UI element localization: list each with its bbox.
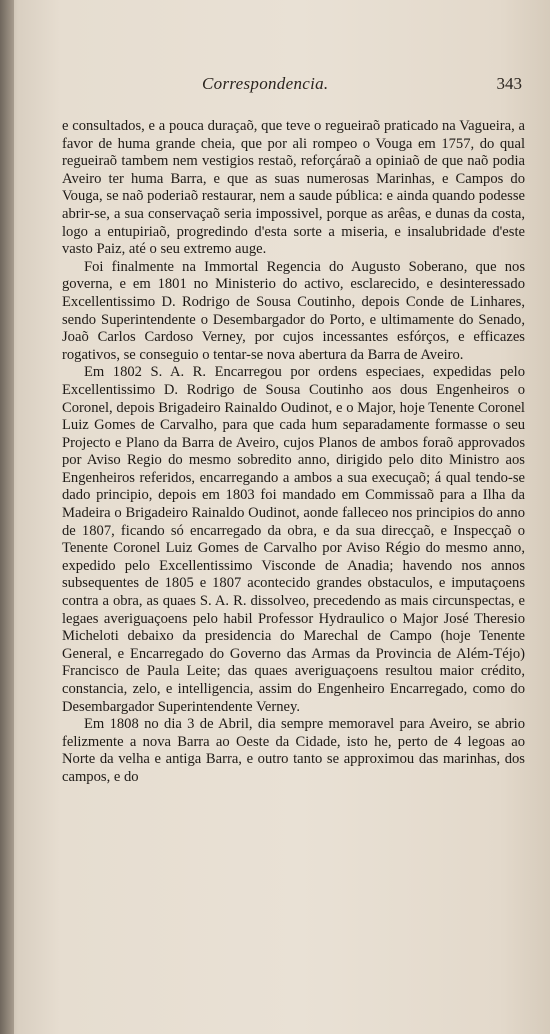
paragraph-2: Foi finalmente na Immortal Regencia do Augusto Soberano, que nos governa, e em 1801 no Ministerio do activo, esclarecido, e desinteressado Excellentissimo D. Rodrigo de Sousa Coutinho, depois Conde de Linhares, sendo Superintendente o Desembargador do Porto, e ultimamente do Senado, Joaõ Carlos Cardoso Verney, por cujos incessantes esfórços, e efficazes rogativos, se conseguio o tentar-se nova abertura da Barra de Aveiro. [62, 258, 525, 363]
page-header [62, 74, 522, 100]
page-number: 343 [496, 74, 522, 93]
paragraph-1: e consultados, e a pouca duraçaõ, que teve o regueiraõ praticado na Vagueira, a favor de huma grande cheia, que por ali rompeo o Vouga em 1757, do qual regueiraõ tambem nem vestigios restaõ, reforçáraõ a opiniaõ de que naõ podia Aveiro ter huma Barra, e que as suas numerosas Marinhas, e Campos do Vouga, se naõ poderiaõ restaurar, nem a saude pública: e ainda quando podesse abrir-se, a sua conservaçaõ seria impossivel, porque as arêas, e dunas da costa, logo a entupiriaõ, progredindo d'esta sorte a miseria, e insalubridade d'este vasto Paiz, até o seu extremo auge. [62, 118, 525, 258]
running-head: Correspondencia. [202, 74, 329, 93]
page-gutter [0, 0, 14, 1034]
paragraph-4: Em 1808 no dia 3 de Abril, dia sempre memoravel para Aveiro, se abrio felizmente a nova Barra ao Oeste da Cidade, isto he, perto de 4 legoas ao Norte da velha e antiga Barra, e outro tanto se approximou das marinhas, dos campos, e do [62, 716, 525, 785]
paragraph-3: Em 1802 S. A. R. Encarregou por ordens especiaes, expedidas pelo Excellentissimo D. Rodrigo de Sousa Coutinho aos dous Engenheiros o Coronel, depois Brigadeiro Rainaldo Oudinot, e o Major, hoje Tenente Coronel Luiz Gomes de Carvalho, para que cada hum separadamente formasse o seu Projecto e Plano da Barra de Aveiro, cujos Planos de ambos foraõ approvados por Aviso Regio do mesmo sobredito anno, dirigido pelo dito Ministro aos Engenheiros referidos, encarregando a ambos a sua execuçaõ; á qual tendo-se dado principio, depois em 1803 foi mandado em Commissaõ para a Ilha da Madeira o Brigadeiro Rainaldo Oudinot, aonde falleceo nos principios do anno de 1807, ficando só encarregado da obra, e da sua direcçaõ, e Inspecçaõ o Tenente Coronel Luiz Gomes de Carvalho por Aviso Régio do mesmo anno, expedido pelo Excellentissimo Visconde de Anadia; havendo nos annos subsequentes de 1805 e 1807 acontecido grandes obstaculos, e imputaçoens contra a obra, as quaes S. A. R. dissolveo, precedendo as mais circunspectas, e legaes averiguaçoens pelo habil Professor Hydraulico o Major José Theresio Micheloti debaixo da presidencia do Marechal de Campo (hoje Tenente General, e Encarregado do Governo das Armas da Provincia de Além-Téjo) Francisco de Paula Leite; das quaes averiguaçoens resultou maior crédito, constancia, zelo, e intelligencia, assim do Engenheiro Encarregado, como do Desembargador Superintendente Verney. [62, 364, 525, 715]
body-text [62, 118, 525, 787]
